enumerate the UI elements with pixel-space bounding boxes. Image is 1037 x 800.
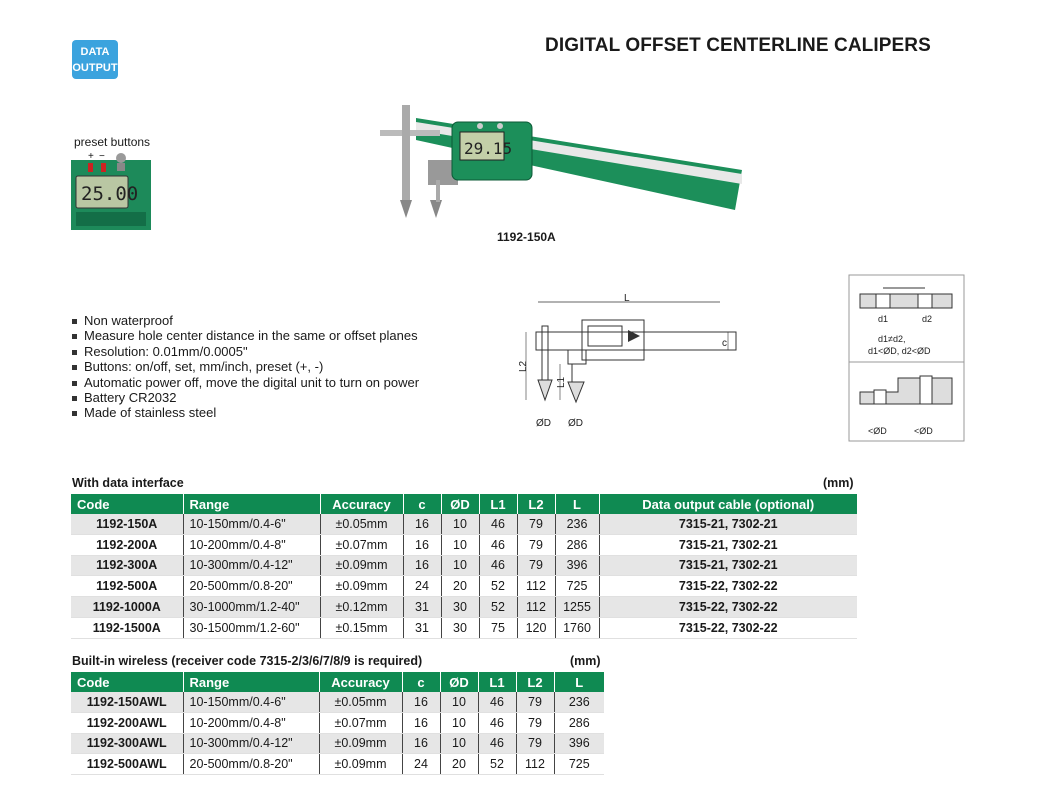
od-cell: 10	[441, 514, 479, 534]
od-cell: 10	[440, 712, 478, 733]
preset-buttons-label: preset buttons	[74, 135, 151, 149]
badge-line-1: DATA	[80, 46, 110, 58]
l-cell: 1255	[555, 597, 599, 618]
accuracy-cell: ±0.09mm	[319, 754, 402, 775]
table-row	[71, 514, 857, 534]
l1-cell: 46	[479, 555, 517, 576]
code-cell: 1192-300A	[71, 555, 183, 576]
l-cell: 725	[554, 754, 604, 775]
table-row	[71, 692, 604, 712]
col-accuracy: Accuracy	[319, 672, 402, 692]
table-row	[71, 712, 604, 733]
feature-item: Measure hole center distance in the same or offset planes	[71, 328, 419, 343]
accuracy-cell: ±0.15mm	[320, 617, 403, 638]
cable-cell: 7315-21, 7302-21	[599, 555, 857, 576]
dim-c: c	[722, 338, 727, 349]
range-cell: 10-200mm/0.4-8"	[183, 712, 319, 733]
data-output-badge	[72, 40, 118, 79]
table-row	[71, 576, 857, 597]
od-cell: 20	[441, 576, 479, 597]
detail-note-2: d1<ØD, d2<ØD	[868, 346, 931, 356]
preset-plus: +	[88, 151, 94, 162]
accuracy-cell: ±0.09mm	[320, 555, 403, 576]
col-l2: L2	[517, 494, 555, 514]
dim-OD-left: ØD	[536, 418, 551, 429]
preset-display: 25.00	[81, 183, 139, 205]
col-l: L	[554, 672, 604, 692]
od-cell: 10	[440, 692, 478, 712]
col-code: Code	[71, 494, 183, 514]
l1-cell: 46	[478, 733, 516, 754]
col-c: c	[403, 494, 441, 514]
feature-item: Non waterproof	[71, 313, 419, 328]
table-row	[71, 555, 857, 576]
dim-L1: L1	[556, 376, 567, 388]
accuracy-cell: ±0.05mm	[320, 514, 403, 534]
col-range: Range	[183, 494, 320, 514]
code-cell: 1192-1000A	[71, 597, 183, 618]
l-cell: 236	[555, 514, 599, 534]
range-cell: 10-300mm/0.4-12"	[183, 733, 319, 754]
detail-d1: d1	[878, 314, 889, 324]
l1-cell: 52	[478, 754, 516, 775]
table2-unit: (mm)	[570, 654, 601, 668]
col-c: c	[402, 672, 440, 692]
l2-cell: 112	[516, 754, 554, 775]
accuracy-cell: ±0.05mm	[319, 692, 402, 712]
range-cell: 10-300mm/0.4-12"	[183, 555, 320, 576]
col-range: Range	[183, 672, 319, 692]
table2-title: Built-in wireless (receiver code 7315-2/3/6/7/8/9 is required)	[72, 654, 423, 668]
accuracy-cell: ±0.09mm	[319, 733, 402, 754]
spec-table-data-interface	[71, 494, 857, 639]
col-l1: L1	[478, 672, 516, 692]
l-cell: 236	[554, 692, 604, 712]
feature-item: Resolution: 0.01mm/0.0005"	[71, 344, 419, 359]
col-l1: L1	[479, 494, 517, 514]
c-cell: 24	[402, 754, 440, 775]
od-cell: 30	[441, 597, 479, 618]
c-cell: 16	[402, 692, 440, 712]
model-label: 1192-150A	[497, 230, 556, 244]
table-header-row	[71, 494, 857, 514]
accuracy-cell: ±0.12mm	[320, 597, 403, 618]
dim-OD-right: ØD	[568, 418, 583, 429]
od-cell: 10	[441, 534, 479, 555]
cable-cell: 7315-22, 7302-22	[599, 576, 857, 597]
l1-cell: 46	[479, 534, 517, 555]
spec-table-wireless	[71, 672, 604, 775]
accuracy-cell: ±0.07mm	[319, 712, 402, 733]
range-cell: 20-500mm/0.8-20"	[183, 754, 319, 775]
c-cell: 16	[403, 534, 441, 555]
l1-cell: 52	[479, 597, 517, 618]
range-cell: 30-1500mm/1.2-60"	[183, 617, 320, 638]
code-cell: 1192-1500A	[71, 617, 183, 638]
code-cell: 1192-150A	[71, 514, 183, 534]
l2-cell: 79	[517, 534, 555, 555]
accuracy-cell: ±0.09mm	[320, 576, 403, 597]
col-code: Code	[71, 672, 183, 692]
c-cell: 31	[403, 617, 441, 638]
dimension-diagram	[512, 292, 740, 432]
c-cell: 16	[402, 733, 440, 754]
code-cell: 1192-300AWL	[71, 733, 183, 754]
l2-cell: 112	[517, 576, 555, 597]
code-cell: 1192-500A	[71, 576, 183, 597]
l-cell: 286	[554, 712, 604, 733]
detail-d2: d2	[922, 314, 933, 324]
l-cell: 286	[555, 534, 599, 555]
l1-cell: 46	[478, 692, 516, 712]
col-od: ØD	[440, 672, 478, 692]
l1-cell: 46	[479, 514, 517, 534]
feature-list	[71, 313, 419, 421]
table-row	[71, 733, 604, 754]
od-cell: 30	[441, 617, 479, 638]
feature-item: Buttons: on/off, set, mm/inch, preset (+, -)	[71, 359, 419, 374]
range-cell: 10-150mm/0.4-6"	[183, 692, 319, 712]
col-accuracy: Accuracy	[320, 494, 403, 514]
l1-cell: 52	[479, 576, 517, 597]
page-title: DIGITAL OFFSET CENTERLINE CALIPERS	[545, 35, 931, 56]
code-cell: 1192-500AWL	[71, 754, 183, 775]
table-row	[71, 754, 604, 775]
c-cell: 31	[403, 597, 441, 618]
range-cell: 30-1000mm/1.2-40"	[183, 597, 320, 618]
range-cell: 10-200mm/0.4-8"	[183, 534, 320, 555]
feature-item: Battery CR2032	[71, 390, 419, 405]
col-od: ØD	[441, 494, 479, 514]
l1-cell: 75	[479, 617, 517, 638]
measurement-detail-box	[848, 274, 965, 442]
c-cell: 16	[403, 514, 441, 534]
c-cell: 24	[403, 576, 441, 597]
table-header-row	[71, 672, 604, 692]
accuracy-cell: ±0.07mm	[320, 534, 403, 555]
col-cable: Data output cable (optional)	[599, 494, 857, 514]
range-cell: 20-500mm/0.8-20"	[183, 576, 320, 597]
badge-line-2: OUTPUT	[72, 62, 118, 74]
feature-item: Made of stainless steel	[71, 405, 419, 420]
cable-cell: 7315-22, 7302-22	[599, 597, 857, 618]
table1-unit: (mm)	[823, 476, 854, 490]
l2-cell: 112	[517, 597, 555, 618]
cable-cell: 7315-22, 7302-22	[599, 617, 857, 638]
col-l2: L2	[516, 672, 554, 692]
l2-cell: 79	[517, 555, 555, 576]
l2-cell: 79	[516, 733, 554, 754]
dim-L: L	[624, 293, 630, 304]
l2-cell: 120	[517, 617, 555, 638]
feature-item: Automatic power off, move the digital unit to turn on power	[71, 375, 419, 390]
l2-cell: 79	[517, 514, 555, 534]
preset-minus: −	[99, 151, 105, 162]
table-row	[71, 617, 857, 638]
dim-L2: L2	[518, 360, 529, 372]
l2-cell: 79	[516, 712, 554, 733]
l-cell: 396	[554, 733, 604, 754]
code-cell: 1192-200AWL	[71, 712, 183, 733]
c-cell: 16	[403, 555, 441, 576]
l1-cell: 46	[478, 712, 516, 733]
cable-cell: 7315-21, 7302-21	[599, 514, 857, 534]
code-cell: 1192-200A	[71, 534, 183, 555]
od-cell: 20	[440, 754, 478, 775]
caliper-display: 29.15	[464, 139, 513, 158]
l2-cell: 79	[516, 692, 554, 712]
table-row	[71, 534, 857, 555]
l-cell: 396	[555, 555, 599, 576]
od-cell: 10	[441, 555, 479, 576]
preset-buttons-photo	[71, 150, 151, 230]
range-cell: 10-150mm/0.4-6"	[183, 514, 320, 534]
od-cell: 10	[440, 733, 478, 754]
table1-title: With data interface	[72, 476, 184, 490]
l-cell: 1760	[555, 617, 599, 638]
detail-od-left: <ØD	[868, 426, 887, 436]
caliper-photo	[380, 100, 742, 226]
detail-od-right: <ØD	[914, 426, 933, 436]
col-l: L	[555, 494, 599, 514]
cable-cell: 7315-21, 7302-21	[599, 534, 857, 555]
code-cell: 1192-150AWL	[71, 692, 183, 712]
table-row	[71, 597, 857, 618]
c-cell: 16	[402, 712, 440, 733]
detail-note-1: d1≠d2,	[878, 334, 906, 344]
l-cell: 725	[555, 576, 599, 597]
